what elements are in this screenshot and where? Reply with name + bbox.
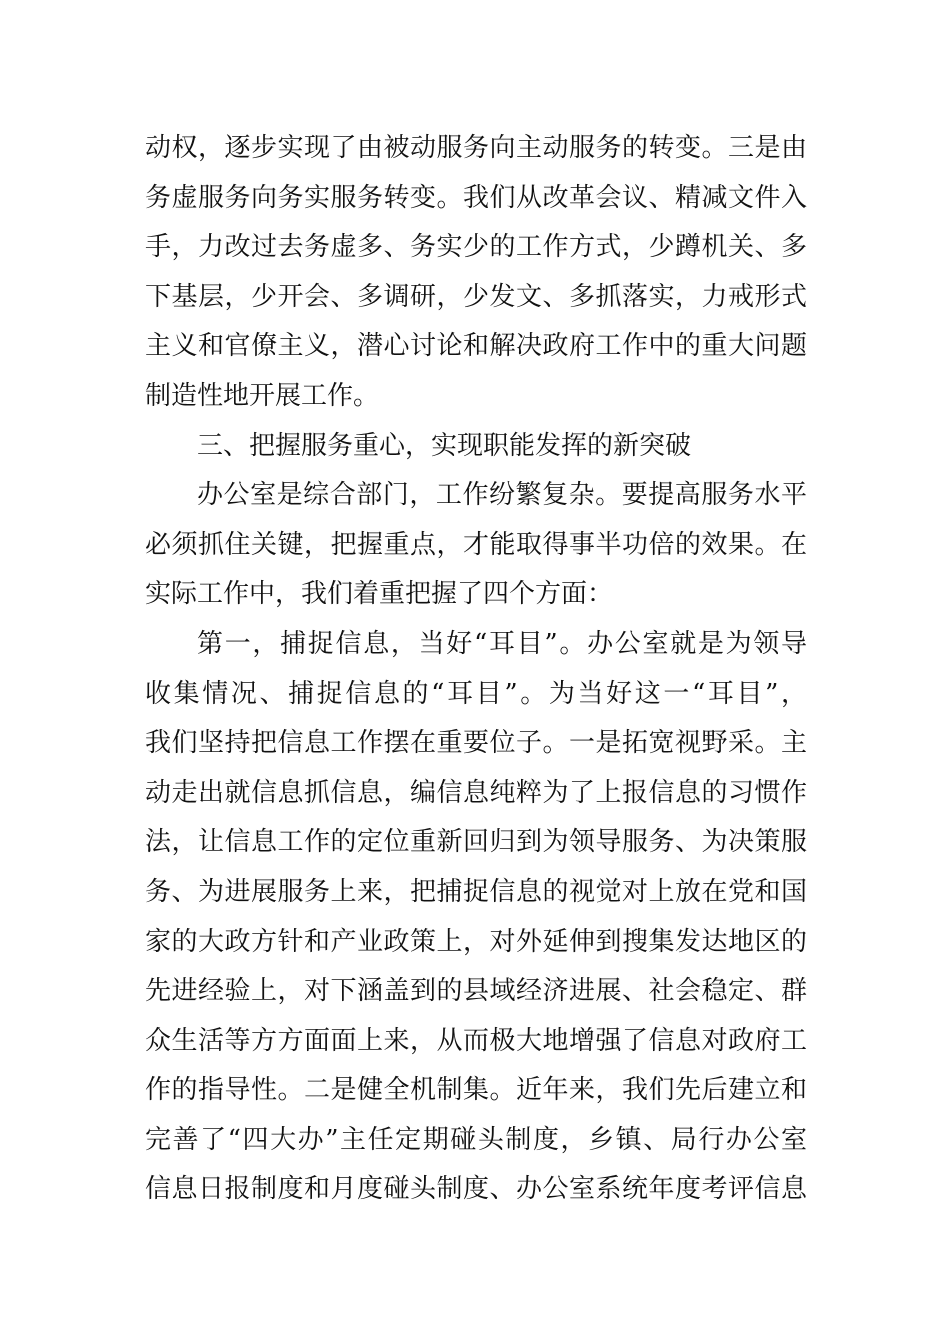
text-line: 三、把握服务重心，实现职能发挥的新突破 xyxy=(197,430,692,461)
text-line: 完善了“四大办”主任定期碰头制度，乡镇、局行办公室 xyxy=(145,1124,807,1155)
text-line: 家的大政方针和产业政策上，对外延伸到搜集发达地区的 xyxy=(145,926,807,957)
text-line: 第一，捕捉信息，当好“耳目”。办公室就是为领导 xyxy=(197,628,807,659)
text-line: 主义和官僚主义，潜心讨论和解决政府工作中的重大问题 xyxy=(145,331,807,362)
text-line: 先进经验上，对下涵盖到的县域经济进展、社会稳定、群 xyxy=(145,976,807,1007)
text-line: 必须抓住关键，把握重点，才能取得事半功倍的效果。在 xyxy=(145,529,807,560)
text-line: 动权，逐步实现了由被动服务向主动服务的转变。三是由 xyxy=(145,133,807,163)
text-line: 动走出就信息抓信息，编信息纯粹为了上报信息的习惯作 xyxy=(145,777,807,808)
text-line: 务虚服务向务实服务转变。我们从改革会议、精减文件入 xyxy=(145,182,807,213)
text-line: 办公室是综合部门，工作纷繁复杂。要提高服务水平 xyxy=(197,480,807,511)
text-line: 法，让信息工作的定位重新回归到为领导服务、为决策服 xyxy=(145,827,807,858)
text-line: 下基层，少开会、多调研，少发文、多抓落实，力戒形式 xyxy=(145,281,807,312)
text-line: 信息日报制度和月度碰头制度、办公室系统年度考评信息 xyxy=(145,1174,807,1205)
body-text xyxy=(145,124,807,1215)
text-line: 我们坚持把信息工作摆在重要位子。一是拓宽视野采。主 xyxy=(145,728,807,759)
text-line: 作的指导性。二是健全机制集。近年来，我们先后建立和 xyxy=(145,1075,807,1106)
text-line: 制造性地开展工作。 xyxy=(145,380,380,411)
text-line: 收集情况、捕捉信息的“耳目”。为当好这一“耳目”， xyxy=(145,678,807,709)
text-line: 务、为进展服务上来，把捕捉信息的视觉对上放在党和国 xyxy=(145,876,807,907)
text-line: 众生活等方方面面上来，从而极大地增强了信息对政府工 xyxy=(145,1025,807,1056)
text-line: 手，力改过去务虚多、务实少的工作方式，少蹲机关、多 xyxy=(145,232,807,263)
text-line: 实际工作中，我们着重把握了四个方面： xyxy=(145,579,614,610)
